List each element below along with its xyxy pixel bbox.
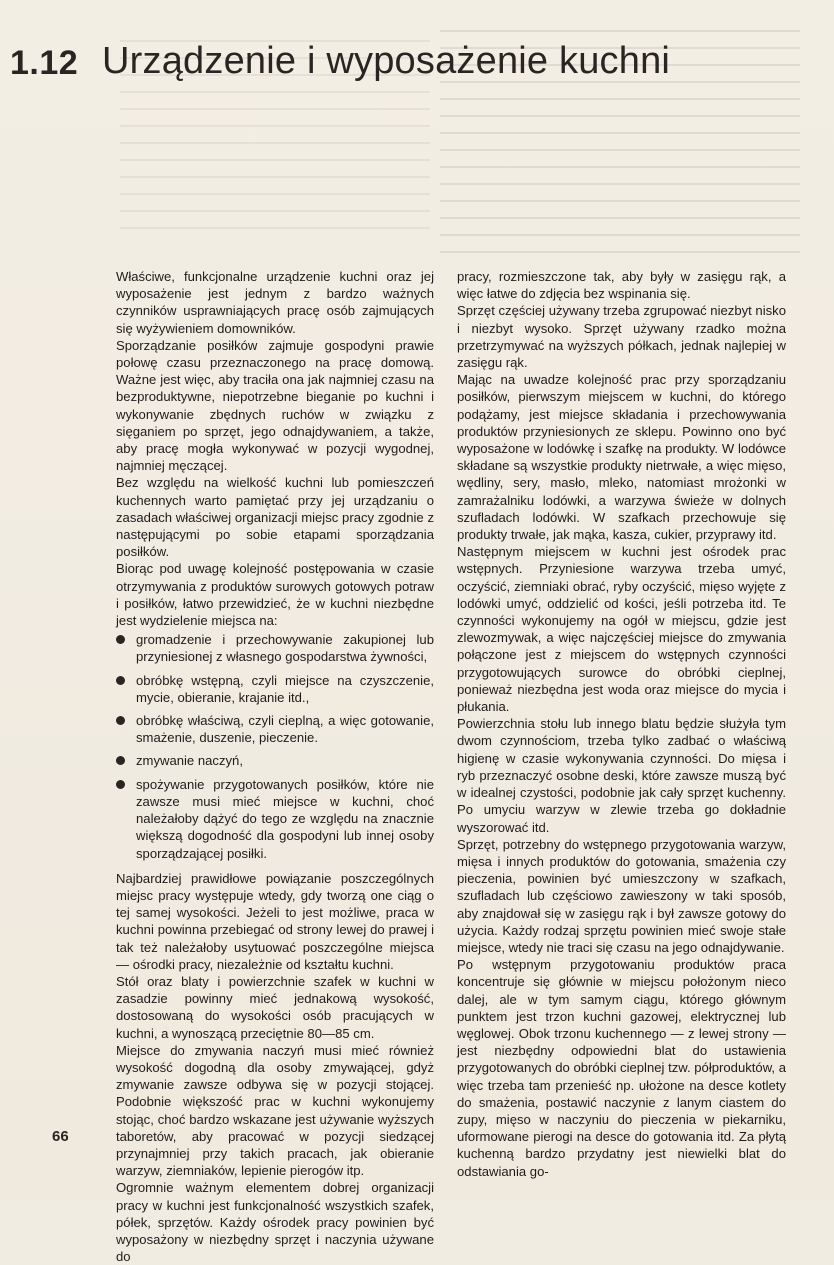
paragraph: Właściwe, funkcjonalne urządzenie kuchni oraz jej wyposażenie jest jednym z bardzo ważnych czynników usprawniających pracę osób zajmujących się wyżywieniem domowników. [116,269,434,336]
list-item-text: obróbkę wstępną, czyli miejsce na czyszczenie, mycie, obieranie, krajanie itd., [136,672,434,705]
page-number: 66 [52,1128,69,1145]
list-item [116,631,434,665]
paragraph: Po wstępnym przygotowaniu produktów praca koncentruje się głównie w miejscu położonym nieco dalej, ale w tym samym ciągu, którego głównym punktem jest trzon kuchni gazowej, elektrycznej lub węglowej. Obok trzonu kuchennego — z lewej strony — jest niezbędny odpowiedni blat do ustawienia przygotowanych do obróbki cieplnej tzw. półproduktów, a więc trzeba tam przenieść np. ułożone na desce kotlety do smażenia, postawić naczynie z lanym ciastem do zupy, mięso w naczyniu do pieczenia w piekarniku, uformowane pierogi na desce do gotowania itd. Za płytą kuchenną bardzo przydatny jest niewielki blat do odstawiania go- [457,957,786,1179]
section-number: 1.12 [10,44,79,82]
bullet-icon [116,756,125,765]
paragraph: Miejsce do zmywania naczyń musi mieć również wysokość dogodną dla osoby zmywającej, gdyż zmywanie zawsze odbywa się w pozycji stojącej. Podobnie większość prac w kuchni wykonujemy stojąc, choć bardzo wskazane jest używanie wyższych taboretów, aby pracować w pozycji siedzącej przynajmniej przy takich pracach, jak obieranie warzyw, ziemniaków, lepienie pierogów itp. [116,1042,434,1179]
paragraph: Sporządzanie posiłków zajmuje gospodyni prawie połowę czasu przeznaczonego na pracę domową. Ważne jest więc, aby traciła ona jak najmniej czasu na bezproduktywne, niepotrzebne bieganie po kuchni i wykonywanie zbędnych ruchów w związku z sięganiem po sprzęt, jego odnajdywaniem, a także, aby pracę mogła wykonywać w pozycji wygodnej, najmniej męczącej. [116,337,434,474]
paragraph: Powierzchnia stołu lub innego blatu będzie służyła tym dwom czynnościom, trzeba tylko zadbać o właściwą higienę w czasie wykonywania czynności. Do mięsa i ryb przeznaczyć osobne deski, które zawsze muszą być w idealnej czystości, podobnie jak cały sprzęt kuchenny. Po umyciu warzyw w zlewie trzeba go dokładnie wyszorować itd. [457,716,786,835]
paragraph: Ogromnie ważnym elementem dobrej organizacji pracy w kuchni jest funkcjonalność wszystkich szafek, półek, sprzętów. Każdy ośrodek pracy powinien być wyposażony w niezbędny sprzęt i naczynia używane do [116,1180,434,1265]
bullet-icon [116,676,125,685]
list-item-text: zmywanie naczyń, [136,753,243,769]
paragraph: Następnym miejscem w kuchni jest ośrodek prac wstępnych. Przyniesione warzywa trzeba umyć, oczyścić, ziemniaki obrać, ryby oczyścić, mięso wyjęte z lodówki umyć, oddzielić od kości, jeśli potrzeba itd. Te czynności wykonujemy na ogół w miejscu, gdzie jest zlewozmywak, a więc najczęściej miejsce do zmywania połączone jest z miejscem do wstępnych czynności przygotowujących surowce do obróbki cieplnej, ponieważ niezbędna jest woda oraz miejsce do mycia i płukania. [457,544,786,715]
bullet-icon [116,716,125,725]
list-item [116,776,434,862]
bullet-icon [116,780,125,789]
bullet-list [116,631,434,861]
paragraph: Stół oraz blaty i powierzchnie szafek w kuchni w zasadzie powinny mieć jednakową wysokość, dostosowaną do wysokości osób pracujących w kuchni, a wynoszącą przeciętnie 80—85 cm. [116,973,434,1041]
paragraph: Najbardziej prawidłowe powiązanie poszczególnych miejsc pracy występuje wtedy, gdy tworzą one ciąg o tej samej wysokości. Jeżeli to jest możliwe, praca w kuchni powinna przebiegać od strony lewej do prawej i tak też należałoby usytuować poszczególne miejsca — ośrodki pracy, niezależnie od kształtu kuchni. [116,870,434,972]
paragraph: Sprzęt, potrzebny do wstępnego przygotowania warzyw, mięsa i innych produktów do gotowania, smażenia czy pieczenia, powinien być umieszczony w szafkach, szufladach lub częściowo zawieszony w taki sposób, aby znajdował się w zasięgu rąk i był zawsze gotowy do użycia. Każdy rodzaj sprzętu powinien mieć swoje stałe miejsce, wtedy nie traci się czasu na jego odnajdywanie. [457,836,786,955]
list-item [116,712,434,746]
paragraph: Mając na uwadze kolejność prac przy sporządzaniu posiłków, pierwszym miejscem w kuchni, do którego podążamy, jest miejsce składania i przechowywania produktów przyniesionych ze sklepu. Powinno ono być wyposażone w lodówkę i szafkę na produkty. W lodówce składane są wszystkie produkty nietrwałe, a więc mięso, wędliny, sery, masło, mleko, natomiast mrożonki w zamrażalniku lodówki, a warzywa świeże w dolnych szufladach lodówki. W szafkach przechowuje się produkty trwałe, jak mąka, kasza, cukier, przyprawy itd. [457,372,786,543]
paragraph: Biorąc pod uwagę kolejność postępowania w czasie otrzymywania z produktów surowych gotowych potraw i posiłków, łatwo przewidzieć, że w kuchni niezbędne jest wydzielenie miejsca na: [116,561,434,629]
list-item [116,672,434,706]
list-item-text: obróbkę właściwą, czyli cieplną, a więc gotowanie, smażenie, duszenie, pieczenie. [136,713,434,746]
right-column [457,268,786,1180]
bullet-icon [116,635,125,644]
left-column [116,268,434,1265]
paragraph: Sprzęt częściej używany trzeba zgrupować niezbyt nisko i niezbyt wysoko. Sprzęt używany rzadko można przetrzymywać na wyższych półkach, jednak najlepiej w zasięgu rąk. [457,303,786,371]
list-item [116,752,434,769]
paragraph: pracy, rozmieszczone tak, aby były w zasięgu rąk, a więc łatwe do zdjęcia bez wspinania się. [457,269,786,302]
paragraph: Bez względu na wielkość kuchni lub pomieszczeń kuchennych warto pamiętać przy jej urządzaniu o zasadach właściwej organizacji miejsc pracy zgodnie z następującymi po sobie etapami sporządzania posiłków. [116,475,434,560]
list-item-text: gromadzenie i przechowywanie zakupionej lub przyniesionej z własnego gospodarstwa żywności, [136,632,434,665]
list-item-text: spożywanie przygotowanych posiłków, które nie zawsze musi mieć miejsce w kuchni, choć należałoby dążyć do tego ze względu na znacznie większą dogodność dla gospodyni lub innej osoby sporządzającej posiłki. [136,776,434,861]
page-title: Urządzenie i wyposażenie kuchni [102,40,671,82]
